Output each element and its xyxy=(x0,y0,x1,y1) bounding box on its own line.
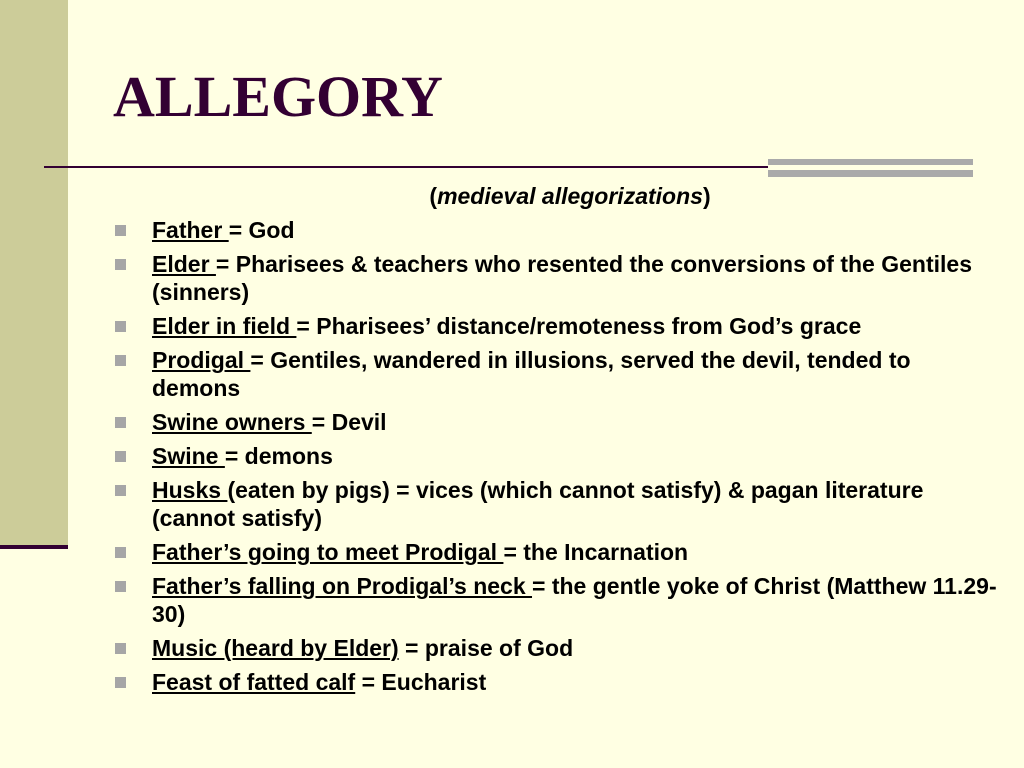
square-bullet-icon xyxy=(115,643,126,654)
subtitle-open-paren: ( xyxy=(429,183,438,209)
square-bullet-icon xyxy=(115,417,126,428)
accent-stripe-bottom xyxy=(768,170,973,177)
list-item-definition: = Devil xyxy=(311,409,387,435)
list-item-term: Father’s falling on Prodigal’s neck xyxy=(152,573,533,599)
list-item-definition: = demons xyxy=(224,443,333,469)
square-bullet-icon xyxy=(115,355,126,366)
list-item-term: Elder in field xyxy=(152,313,297,339)
list-item-term: Feast of fatted calf xyxy=(152,669,356,695)
square-bullet-icon xyxy=(115,321,126,332)
list-item xyxy=(112,668,1002,696)
slide-title: ALLEGORY xyxy=(113,64,443,129)
list-item-term: Swine xyxy=(152,443,225,469)
square-bullet-icon xyxy=(115,259,126,270)
list-item-definition: = the Incarnation xyxy=(503,539,689,565)
list-item-definition: = Gentiles, wandered in illusions, served the devil, tended to demons xyxy=(152,347,911,401)
list-item xyxy=(112,346,1002,402)
list-item-definition: = the gentle yoke of Christ (Matthew 11.29-30) xyxy=(152,573,997,627)
list-item-definition: (eaten by pigs) = vices (which cannot satisfy) & pagan literature (cannot satisfy) xyxy=(152,477,924,531)
list-item xyxy=(112,572,1002,628)
subtitle-text: medieval allegorizations xyxy=(437,183,703,209)
list-item xyxy=(112,408,1002,436)
list-item xyxy=(112,216,1002,244)
list-item-term: Father’s going to meet Prodigal xyxy=(152,539,504,565)
list-item xyxy=(112,538,1002,566)
list-item-definition: = Pharisees’ distance/remoteness from God’s grace xyxy=(296,313,862,339)
list-item-term: Music (heard by Elder) xyxy=(152,635,399,661)
square-bullet-icon xyxy=(115,547,126,558)
list-item-definition: = Pharisees & teachers who resented the conversions of the Gentiles (sinners) xyxy=(152,251,972,305)
list-item-term: Elder xyxy=(152,251,216,277)
square-bullet-icon xyxy=(115,225,126,236)
subtitle-close-paren: ) xyxy=(702,183,711,209)
square-bullet-icon xyxy=(115,581,126,592)
left-sidebar-decoration xyxy=(0,0,68,545)
list-item-term: Husks xyxy=(152,477,228,503)
list-item-definition: = God xyxy=(228,217,295,243)
title-accent-bar xyxy=(768,159,973,179)
list-item xyxy=(112,442,1002,470)
allegory-list xyxy=(112,216,1002,702)
list-item-term: Father xyxy=(152,217,229,243)
list-item-term: Prodigal xyxy=(152,347,251,373)
title-divider xyxy=(44,166,768,168)
accent-stripe-top xyxy=(768,159,973,165)
list-item xyxy=(112,312,1002,340)
list-item-definition: = Eucharist xyxy=(355,669,487,695)
square-bullet-icon xyxy=(115,677,126,688)
square-bullet-icon xyxy=(115,485,126,496)
list-item xyxy=(112,476,1002,532)
list-item-definition: = praise of God xyxy=(398,635,574,661)
list-item xyxy=(112,634,1002,662)
slide-subtitle xyxy=(0,182,1024,210)
list-item xyxy=(112,250,1002,306)
left-sidebar-underline xyxy=(0,545,68,549)
list-item-term: Swine owners xyxy=(152,409,312,435)
square-bullet-icon xyxy=(115,451,126,462)
